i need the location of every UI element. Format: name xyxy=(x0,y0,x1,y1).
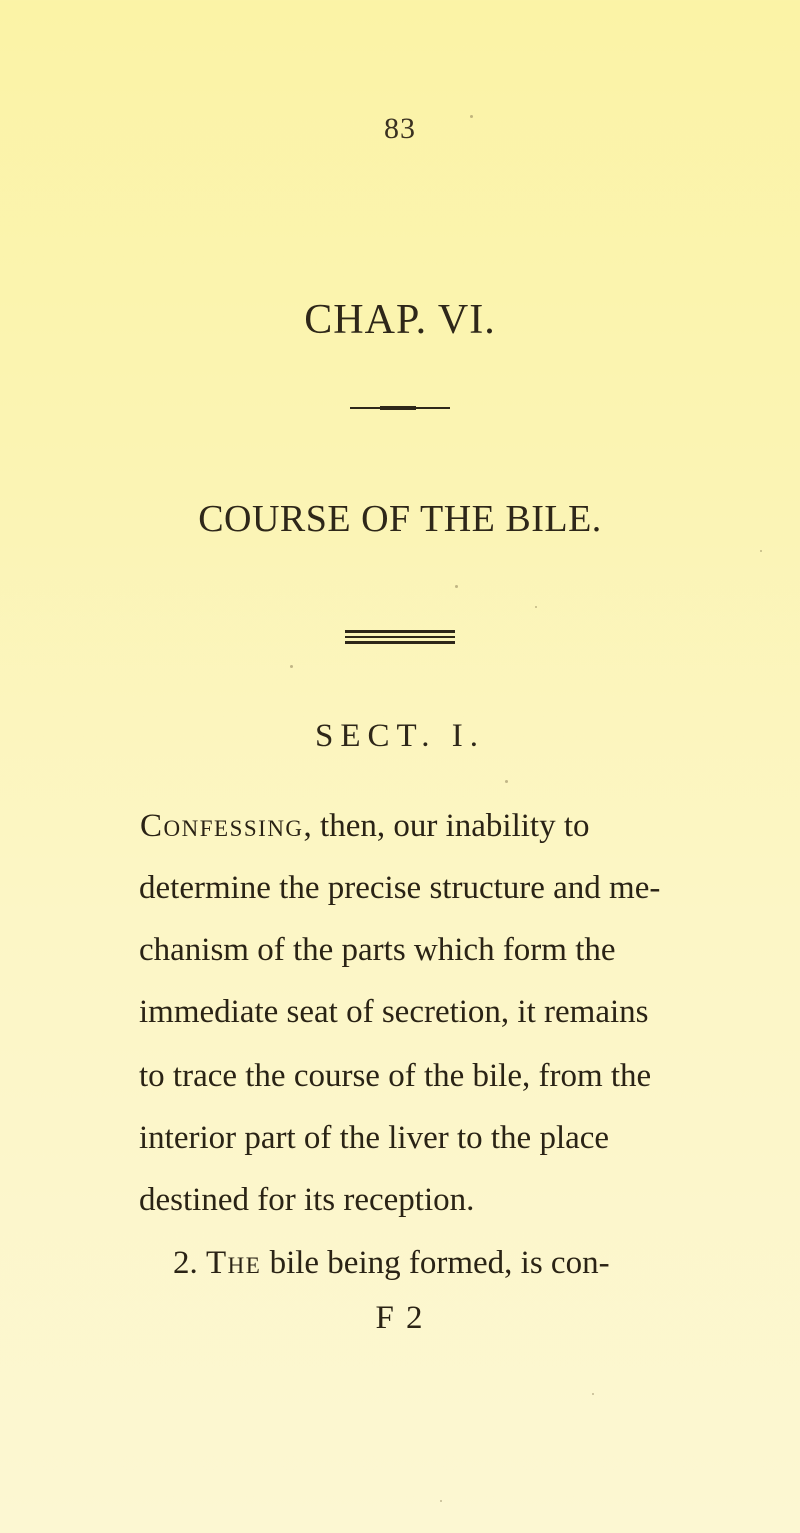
text-line: determine the precise structure and me- xyxy=(139,870,661,906)
section-label: SECT. I. xyxy=(315,718,485,754)
lead-word: Confessing xyxy=(140,808,304,844)
text-line: to trace the course of the bile, from the xyxy=(139,1058,652,1094)
paper-speck xyxy=(455,585,458,588)
paper-speck xyxy=(760,550,762,552)
section-title: COURSE OF THE BILE. xyxy=(198,498,602,540)
paper-speck xyxy=(440,1500,442,1502)
paper-speck xyxy=(505,780,508,783)
chapter-heading: CHAP. VI. xyxy=(304,297,496,343)
text-line: chanism of the parts which form the xyxy=(139,932,616,968)
paper-speck xyxy=(535,606,537,608)
line-text: bile being formed, is con- xyxy=(269,1245,610,1281)
line-text: , then, our inability to xyxy=(303,808,590,844)
ornamental-triple-rule xyxy=(345,630,455,646)
text-line: destined for its reception. xyxy=(139,1182,475,1218)
lead-word: The xyxy=(206,1245,262,1281)
paper-speck xyxy=(290,665,293,668)
ornamental-rule xyxy=(350,406,450,410)
text-line xyxy=(0,1245,800,1282)
paper-speck xyxy=(470,115,473,118)
signature-mark: F 2 xyxy=(375,1300,425,1336)
paragraph-number: 2. xyxy=(173,1245,198,1281)
text-line xyxy=(0,808,800,845)
text-line: immediate seat of secretion, it remains xyxy=(139,994,649,1030)
page-number: 83 xyxy=(384,112,416,145)
text-line: interior part of the liver to the place xyxy=(139,1120,610,1156)
paper-speck xyxy=(592,1393,594,1395)
